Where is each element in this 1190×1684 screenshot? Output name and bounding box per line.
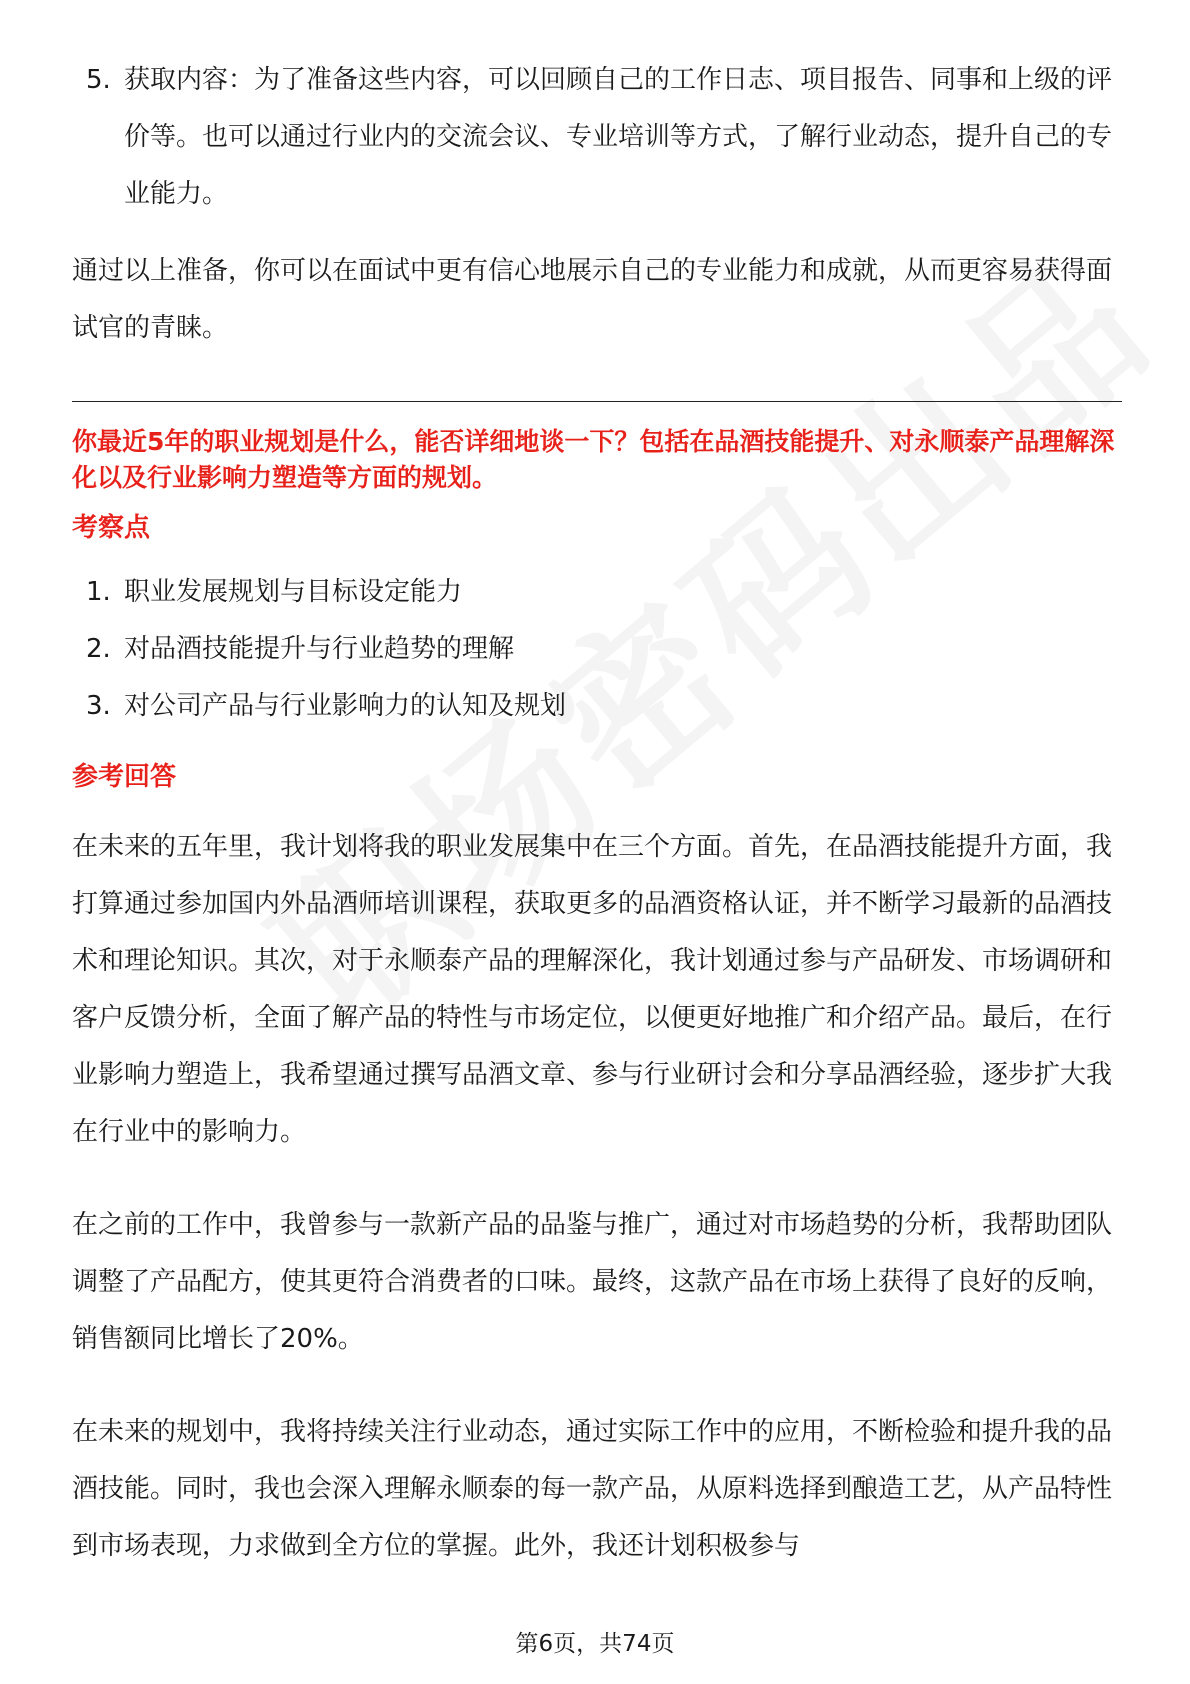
list-item <box>72 621 1122 678</box>
list-item-text: 对公司产品与行业影响力的认知及规划 <box>124 691 567 721</box>
page-footer: 第6页，共74页 <box>515 1631 675 1657</box>
interview-question: 你最近5年的职业规划是什么，能否详细地谈一下？包括在品酒技能提升、对永顺泰产品理解深化以及行业影响力塑造等方面的规划。 <box>72 427 1115 492</box>
list-number: 2. <box>86 634 111 664</box>
page-content <box>72 52 1122 1575</box>
list-number: 3. <box>86 691 111 721</box>
previous-conclusion: 通过以上准备，你可以在面试中更有信心地展示自己的专业能力和成就，从而更容易获得面试官的青睐。 <box>72 256 1113 343</box>
focus-list <box>72 564 1122 735</box>
list-item <box>72 52 1122 223</box>
list-item-text: 职业发展规划与目标设定能力 <box>124 577 463 607</box>
focus-section-title: 考察点 <box>72 513 151 543</box>
list-item <box>72 678 1122 735</box>
answer-paragraph: 在未来的规划中，我将持续关注行业动态，通过实际工作中的应用，不断检验和提升我的品酒技能。同时，我也会深入理解永顺泰的每一款产品，从原料选择到酿造工艺，从产品特性到市场表现，力求做到全方位的掌握。此外，我还计划积极参与 <box>72 1417 1113 1561</box>
previous-list <box>72 52 1122 223</box>
list-item <box>72 564 1122 621</box>
answer-section-title: 参考回答 <box>72 762 177 792</box>
list-number: 5. <box>86 65 111 95</box>
list-number: 1. <box>86 577 111 607</box>
list-item-text: 对品酒技能提升与行业趋势的理解 <box>124 634 515 664</box>
answer-paragraph: 在未来的五年里，我计划将我的职业发展集中在三个方面。首先，在品酒技能提升方面，我打算通过参加国内外品酒师培训课程，获取更多的品酒资格认证，并不断学习最新的品酒技术和理论知识。其次，对于永顺泰产品的理解深化，我计划通过参与产品研发、市场调研和客户反馈分析，全面了解产品的特性与市场定位，以便更好地推广和介绍产品。最后，在行业影响力塑造上，我希望通过撰写品酒文章、参与行业研讨会和分享品酒经验，逐步扩大我在行业中的影响力。 <box>72 832 1113 1147</box>
list-item-text: 获取内容：为了准备这些内容，可以回顾自己的工作日志、项目报告、同事和上级的评价等。也可以通过行业内的交流会议、专业培训等方式，了解行业动态，提升自己的专业能力。 <box>124 65 1113 209</box>
answer-paragraph: 在之前的工作中，我曾参与一款新产品的品鉴与推广，通过对市场趋势的分析，我帮助团队调整了产品配方，使其更符合消费者的口味。最终，这款产品在市场上获得了良好的反响，销售额同比增长了20%。 <box>72 1210 1113 1354</box>
